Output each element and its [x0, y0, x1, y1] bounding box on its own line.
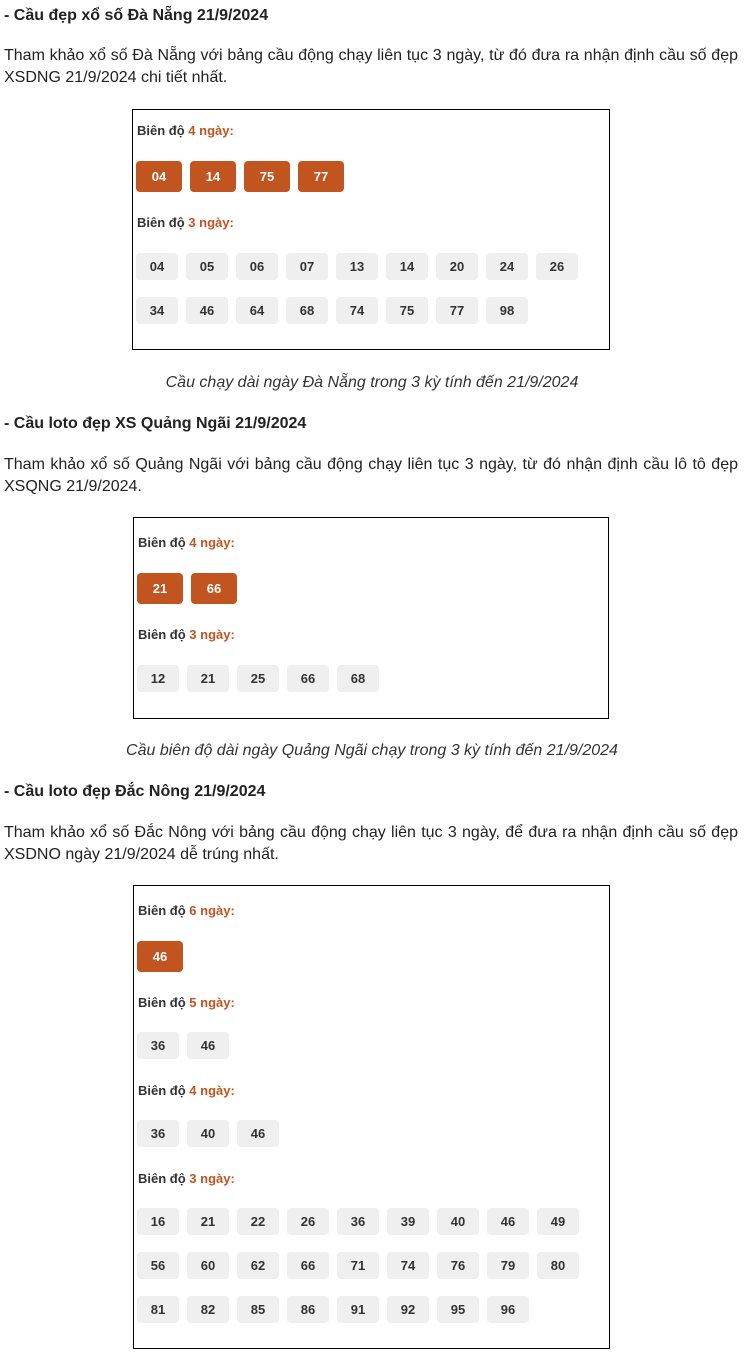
number-row — [136, 297, 528, 324]
bridge-table — [132, 109, 610, 350]
table-caption: Cầu chạy dài ngày Đà Nẵng trong 3 kỳ tính đến 21/9/2024 — [165, 374, 579, 391]
amplitude-label-days: 4 ngày: — [189, 535, 235, 550]
number-chip: 74 — [336, 297, 378, 324]
number-chip: 04 — [136, 253, 178, 280]
number-chip: 82 — [187, 1296, 229, 1323]
amplitude-label-prefix: Biên độ — [137, 215, 185, 230]
number-chip: 60 — [187, 1252, 229, 1279]
bridge-table — [133, 517, 609, 719]
number-chip: 49 — [537, 1208, 579, 1235]
number-chip: 74 — [387, 1252, 429, 1279]
number-chip: 21 — [187, 1208, 229, 1235]
amplitude-label — [137, 123, 234, 138]
number-chip: 98 — [486, 297, 528, 324]
amplitude-label — [138, 627, 235, 642]
number-row — [137, 1208, 579, 1235]
number-chip: 46 — [487, 1208, 529, 1235]
highlight-number-chip: 04 — [136, 161, 182, 192]
highlight-number-chip: 21 — [137, 573, 183, 604]
number-chip: 21 — [187, 665, 229, 692]
number-chip: 22 — [237, 1208, 279, 1235]
amplitude-label-prefix: Biên độ — [138, 1083, 186, 1098]
amplitude-label-prefix: Biên độ — [138, 535, 186, 550]
highlight-number-chip: 46 — [137, 941, 183, 972]
number-chip: 12 — [137, 665, 179, 692]
amplitude-label-prefix: Biên độ — [138, 1171, 186, 1186]
amplitude-label — [138, 1083, 235, 1098]
number-chip: 76 — [437, 1252, 479, 1279]
number-chip: 95 — [437, 1296, 479, 1323]
number-chip: 39 — [387, 1208, 429, 1235]
highlight-number-chip: 14 — [190, 161, 236, 192]
number-chip: 06 — [236, 253, 278, 280]
number-chip: 66 — [287, 665, 329, 692]
amplitude-label-prefix: Biên độ — [137, 123, 185, 138]
number-row — [137, 1296, 529, 1323]
number-chip: 40 — [187, 1120, 229, 1147]
number-chip: 16 — [137, 1208, 179, 1235]
number-chip: 66 — [287, 1252, 329, 1279]
amplitude-label-days: 6 ngày: — [189, 903, 235, 918]
amplitude-label-days: 3 ngày: — [188, 215, 234, 230]
number-chip: 62 — [237, 1252, 279, 1279]
section-paragraph: Tham khảo xổ số Đà Nẵng với bảng cầu động chạy liên tục 3 ngày, từ đó đưa ra nhận định cầu số đẹp XSDNG 21/9/2024 chi tiết nhất. — [4, 47, 738, 86]
number-chip: 85 — [237, 1296, 279, 1323]
number-chip: 75 — [386, 297, 428, 324]
table-caption: Cầu biên độ dài ngày Quảng Ngãi chạy trong 3 kỳ tính đến 21/9/2024 — [126, 742, 618, 759]
number-chip: 20 — [436, 253, 478, 280]
number-chip: 14 — [386, 253, 428, 280]
number-chip: 05 — [186, 253, 228, 280]
number-chip: 80 — [537, 1252, 579, 1279]
number-chip: 26 — [536, 253, 578, 280]
number-row — [136, 253, 578, 280]
number-chip: 36 — [137, 1120, 179, 1147]
number-chip: 56 — [137, 1252, 179, 1279]
amplitude-label — [138, 535, 235, 550]
amplitude-label — [137, 215, 234, 230]
highlight-number-chip: 75 — [244, 161, 290, 192]
section-heading: - Cầu loto đẹp Đắc Nông 21/9/2024 — [4, 783, 266, 800]
number-chip: 40 — [437, 1208, 479, 1235]
amplitude-label-days: 3 ngày: — [189, 627, 235, 642]
number-chip: 25 — [237, 665, 279, 692]
number-chip: 77 — [436, 297, 478, 324]
number-row — [137, 941, 183, 972]
highlight-number-chip: 66 — [191, 573, 237, 604]
number-chip: 07 — [286, 253, 328, 280]
number-chip: 79 — [487, 1252, 529, 1279]
number-chip: 36 — [337, 1208, 379, 1235]
section-paragraph: Tham khảo xổ số Quảng Ngãi với bảng cầu động chạy liên tục 3 ngày, từ đó nhận định cầu lô tô đẹp XSQNG 21/9/2024. — [4, 456, 738, 495]
amplitude-label-days: 4 ngày: — [188, 123, 234, 138]
number-row — [137, 1120, 279, 1147]
bridge-table — [133, 885, 610, 1349]
number-chip: 86 — [287, 1296, 329, 1323]
number-chip: 68 — [337, 665, 379, 692]
number-row — [137, 665, 379, 692]
number-row — [137, 1032, 229, 1059]
number-chip: 68 — [286, 297, 328, 324]
amplitude-label — [138, 1171, 235, 1186]
amplitude-label-prefix: Biên độ — [138, 903, 186, 918]
amplitude-label-days: 5 ngày: — [189, 995, 235, 1010]
amplitude-label — [138, 903, 235, 918]
number-chip: 46 — [186, 297, 228, 324]
amplitude-label-days: 4 ngày: — [189, 1083, 235, 1098]
number-chip: 81 — [137, 1296, 179, 1323]
number-chip: 36 — [137, 1032, 179, 1059]
number-chip: 92 — [387, 1296, 429, 1323]
amplitude-label-prefix: Biên độ — [138, 627, 186, 642]
number-row — [137, 573, 237, 604]
number-row — [136, 161, 344, 192]
number-chip: 71 — [337, 1252, 379, 1279]
number-chip: 91 — [337, 1296, 379, 1323]
number-chip: 96 — [487, 1296, 529, 1323]
section-paragraph: Tham khảo xổ số Đắc Nông với bảng cầu động chạy liên tục 3 ngày, để đưa ra nhận định cầu số đẹp XSDNO ngày 21/9/2024 dễ trúng nhất. — [4, 824, 738, 863]
number-chip: 46 — [237, 1120, 279, 1147]
number-chip: 64 — [236, 297, 278, 324]
highlight-number-chip: 77 — [298, 161, 344, 192]
amplitude-label-prefix: Biên độ — [138, 995, 186, 1010]
number-chip: 34 — [136, 297, 178, 324]
number-chip: 13 — [336, 253, 378, 280]
amplitude-label — [138, 995, 235, 1010]
section-heading: - Cầu loto đẹp XS Quảng Ngãi 21/9/2024 — [4, 415, 307, 432]
number-chip: 46 — [187, 1032, 229, 1059]
number-row — [137, 1252, 579, 1279]
number-chip: 26 — [287, 1208, 329, 1235]
section-heading: - Cầu đẹp xổ số Đà Nẵng 21/9/2024 — [4, 7, 269, 24]
amplitude-label-days: 3 ngày: — [189, 1171, 235, 1186]
number-chip: 24 — [486, 253, 528, 280]
